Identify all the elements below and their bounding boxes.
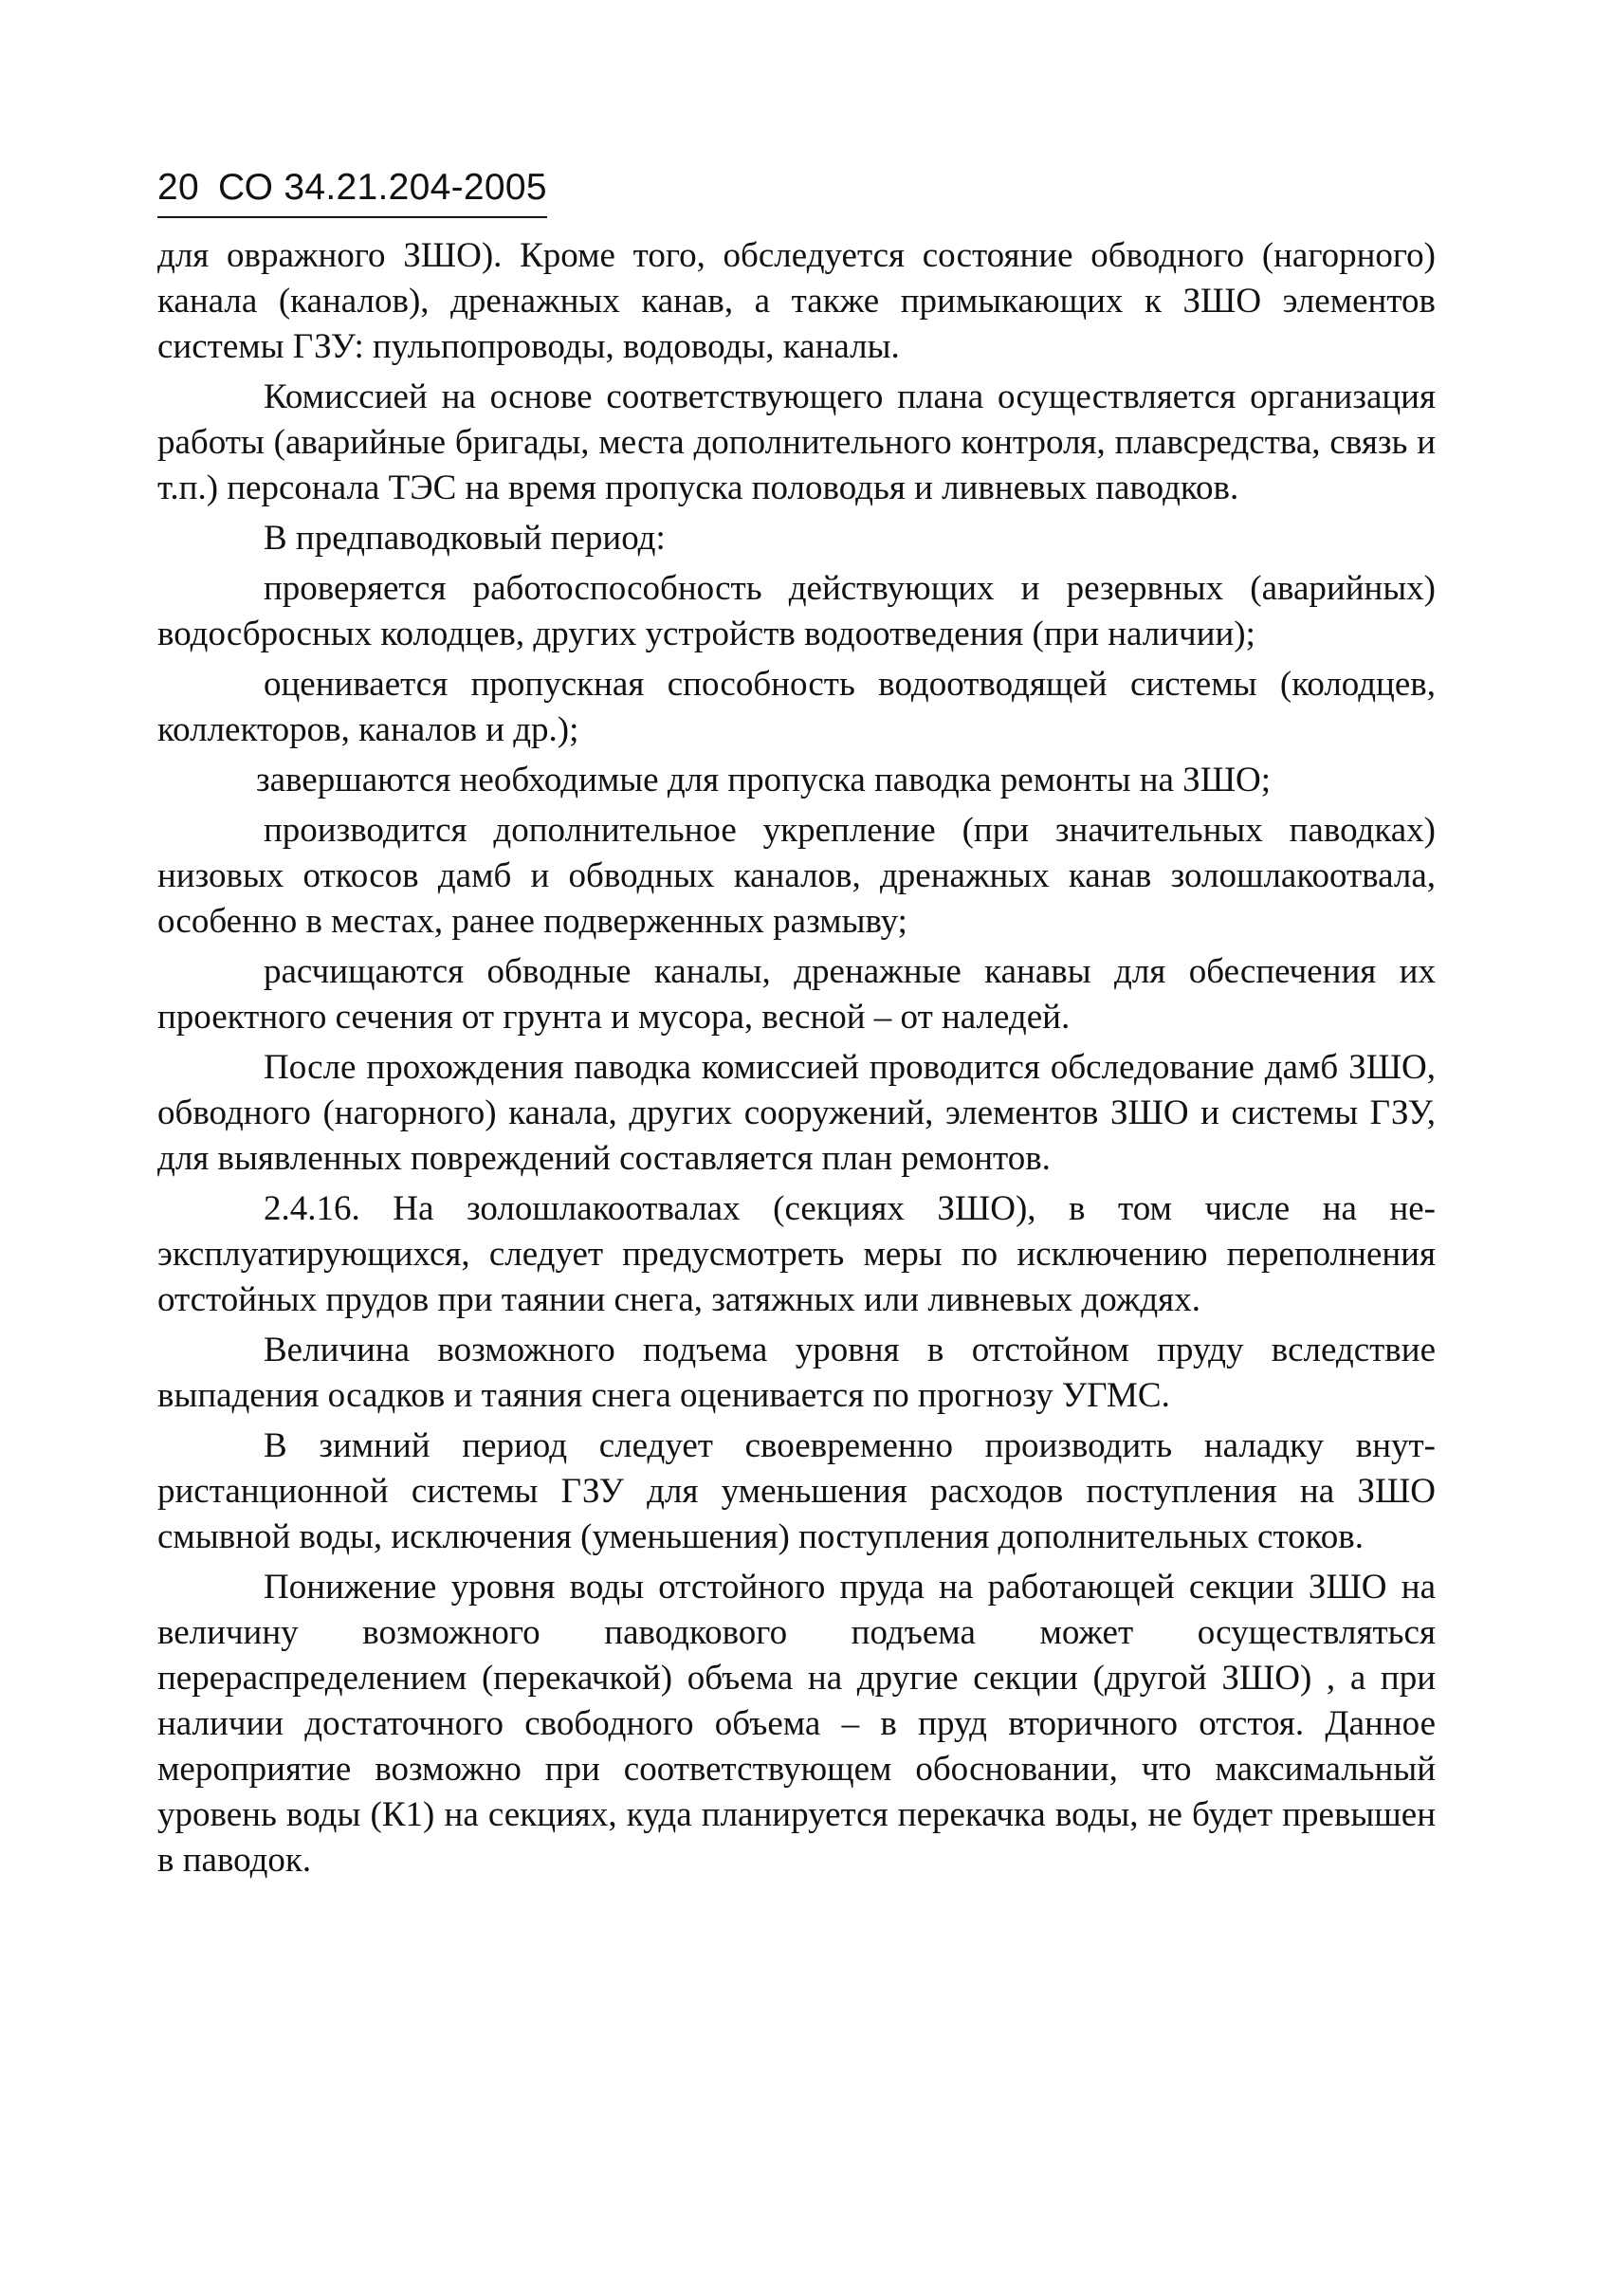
body-text xyxy=(157,233,1436,1888)
paragraph-pre-flood-heading: В предпаводковый период: xyxy=(264,519,666,558)
list-item-repairs: завершаются необходимые для пропуска паводка ремонты на ЗШО; xyxy=(256,761,1272,799)
paragraph-post-flood: После прохождения паводка комиссией проводится обследование дамб ЗШО, обводного (нагорного) канала, других сооружений, элементов ЗШО и системы ГЗУ, для выявленных повреждений составляется план ремонтов. xyxy=(157,1048,1436,1178)
list-item-reinforcement: производится дополнительное укрепление (при значительных паводках) низовых откосов дамб и обводных каналов, дренажных канав золошлакоотвала, особенно в местах, ранее подверженных размыву; xyxy=(157,811,1436,941)
paragraph-commission-plan: Комиссией на основе соответствующего плана осуществляется организация работы (аварийные бригады, места дополнительного контроля, плавсредства, связь и т.п.) персонала ТЭС на время пропуска половодья и ливневых паводков. xyxy=(157,377,1436,507)
document-code: СО 34.21.204-2005 xyxy=(217,167,547,208)
list-item-capacity: оценивается пропускная способность водоотводящей системы (колодцев, коллекторов, каналов и др.); xyxy=(157,665,1436,749)
paragraph-winter: В зимний период следует своевременно производить наладку внутристанционной системы ГЗУ для уменьшения расходов поступления на ЗШО смывной воды, исключения (уменьшения) поступления дополнительных стоков. xyxy=(157,1426,1436,1556)
paragraph-section-2-4-16: 2.4.16. На золошлакоотвалах (секциях ЗШО), в том числе на неэксплуатирующихся, следует предусмотреть меры по исключению переполнения отстойных прудов при таянии снега, затяжных или ливневых дождях. xyxy=(157,1189,1436,1319)
list-item-check-wells: проверяется работоспособность действующих и резервных (аварийных) водосбросных колодцев, других устройств водоотведения (при наличии); xyxy=(157,569,1436,653)
page-number: 20 xyxy=(157,167,199,208)
list-item-cleaning: расчищаются обводные каналы, дренажные канавы для обеспечения их проектного сечения от грунта и мусора, весной – от наледей. xyxy=(157,952,1436,1037)
paragraph-continuation: для овражного ЗШО). Кроме того, обследуется состояние обводного (нагорного) канала (каналов), дренажных канав, а также примыкающих к ЗШО элементов системы ГЗУ: пульпопроводы, водоводы, каналы. xyxy=(157,236,1436,366)
running-header xyxy=(157,165,547,218)
paragraph-level-rise: Величина возможного подъема уровня в отстойном пруду вследствие выпадения осадков и таяния снега оценивается по прогнозу УГМС. xyxy=(157,1331,1436,1415)
paragraph-level-lowering: Понижение уровня воды отстойного пруда на работающей секции ЗШО на величину возможного паводкового подъема может осуществляться перераспределением (перекачкой) объема на другие секции (другой ЗШО) , а при наличии достаточного свободного объема – в пруд вторичного отстоя. Данное мероприятие возможно при соответствующем обосновании, что максимальный уровень воды (К1) на секциях, куда планируется перекачка воды, не будет превышен в паводок. xyxy=(157,1568,1436,1880)
